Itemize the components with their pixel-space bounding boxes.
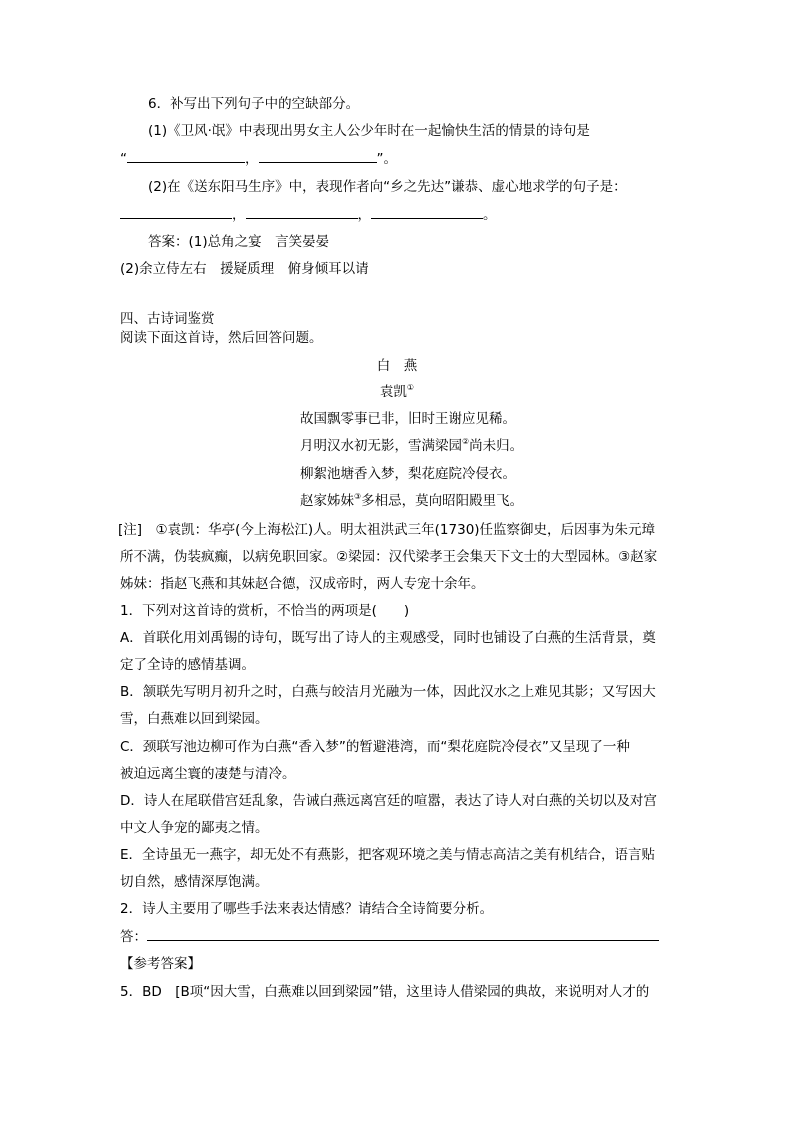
answer-blank[interactable] — [246, 204, 358, 219]
q6-answer-1: 答案：(1)总角之宴 言笑晏晏 — [148, 234, 330, 250]
option-a: A．首联化用刘禹锡的诗句，既写出了诗人的主观感受，同时也铺设了白燕的生活背景，奠 — [120, 630, 656, 646]
q6-title: 6．补写出下列句子中的空缺部分。 — [148, 96, 360, 112]
poem-line-2: 月明汉水初无影，雪满梁园②尚未归。 — [300, 437, 524, 454]
poem-title: 白 燕 — [376, 358, 418, 374]
answer-blank[interactable] — [371, 204, 483, 219]
poem-line-1: 故国飘零事已非，旧时王谢应见稀。 — [300, 411, 516, 427]
option-e: E．全诗虽无一燕字，却无处不有燕影，把客观环境之美与情志高洁之美有机结合，语言贴 — [120, 847, 656, 863]
section-heading: 四、古诗词鉴赏 — [120, 311, 215, 327]
answer-blank[interactable] — [120, 204, 232, 219]
option-d: D．诗人在尾联借宫廷乱象，告诫白燕远离宫廷的喧嚣，表达了诗人对白燕的关切以及对宫 — [120, 793, 657, 809]
note-line: 姊妹：指赵飞燕和其妹赵合德，汉成帝时，两人专宠十余年。 — [120, 576, 485, 592]
section-intro: 阅读下面这首诗，然后回答问题。 — [120, 330, 323, 346]
q6-blank-line-1: “ ， ”。 — [120, 148, 397, 169]
answer-blank[interactable] — [147, 926, 659, 941]
reference-heading: 【参考答案】 — [120, 956, 201, 972]
option-b: B．颔联先写明月初升之时，白燕与皎洁月光融为一体，因此汉水之上难见其影；又写因大 — [120, 684, 656, 700]
option-b-cont: 雪，白燕难以回到梁园。 — [120, 711, 269, 727]
q6-answer-2: (2)余立侍左右 援疑质理 俯身倾耳以请 — [120, 261, 369, 277]
q6-blank-line-2: ， ， 。 — [120, 204, 497, 225]
poem-author: 袁凯① — [379, 383, 415, 400]
answer-blank[interactable] — [127, 148, 245, 163]
q1-stem: 1．下列对这首诗的赏析，不恰当的两项是( ) — [120, 603, 410, 619]
poem-line-4: 赵家姊妹③多相忌，莫向昭阳殿里飞。 — [300, 492, 524, 509]
option-c-cont: 被迫远离尘寰的凄楚与清冷。 — [120, 766, 296, 782]
option-d-cont: 中文人争宠的鄙夷之情。 — [120, 820, 269, 836]
q6-sentence-2: (2)在《送东阳马生序》中，表现作者向“乡之先达”谦恭、虚心地求学的句子是： — [148, 179, 627, 195]
poem-line-3: 柳絮池塘香入梦，梨花庭院冷侵衣。 — [300, 466, 516, 482]
note-line: 所不满，伪装疯癫，以病免职回家。②梁园：汉代梁孝王会集天下文士的大型园林。③赵家 — [120, 549, 658, 565]
answer-blank[interactable] — [259, 148, 377, 163]
q2-stem: 2．诗人主要用了哪些手法来表达情感？请结合全诗简要分析。 — [120, 901, 494, 917]
q6-sentence-1: (1)《卫风·氓》中表现出男女主人公少年时在一起愉快生活的情景的诗句是 — [148, 123, 590, 139]
note-line: [注] ①袁凯：华亭(今上海松江)人。明太祖洪武三年(1730)任监察御史，后因事为朱元璋 — [118, 522, 656, 538]
option-a-cont: 定了全诗的感情基调。 — [120, 657, 255, 673]
reference-answer: 5．BD [B项“因大雪，白燕难以回到梁园”错，这里诗人借梁园的典故，来说明对人才的 — [120, 984, 650, 1000]
option-e-cont: 切自然，感情深厚饱满。 — [120, 874, 269, 890]
option-c: C．颈联写池边柳可作为白燕“香入梦”的暂避港湾，而“梨花庭院冷侵衣”又呈现了一种 — [120, 739, 630, 755]
q2-answer-line: 答： — [120, 926, 659, 947]
